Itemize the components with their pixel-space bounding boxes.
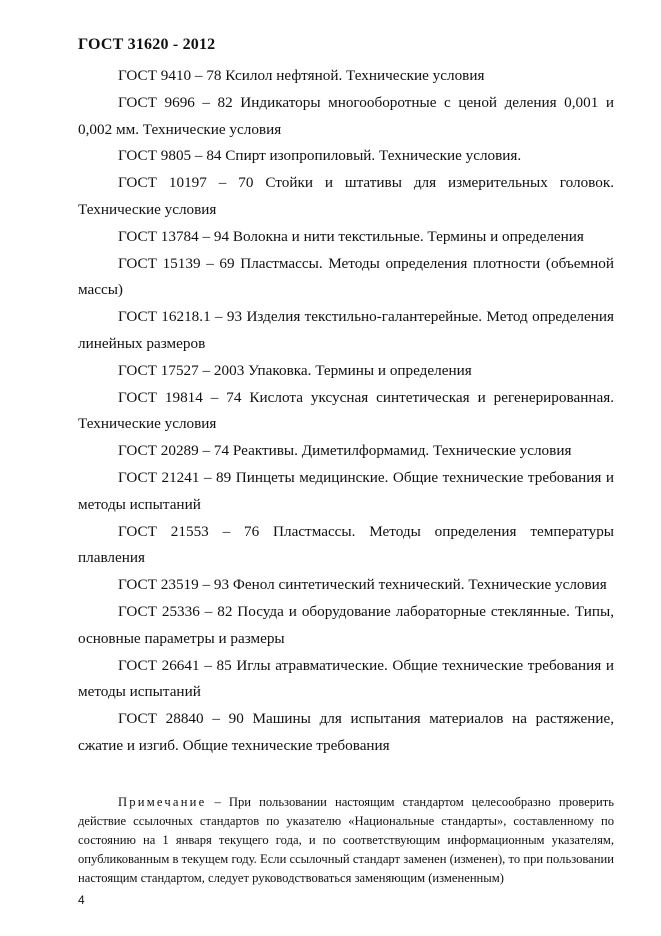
reference-item: ГОСТ 10197 – 70 Стойки и штативы для измерительных головок. Технические условия (78, 174, 614, 218)
reference-item: ГОСТ 21241 – 89 Пинцеты медицинские. Общие технические требования и методы испытаний (78, 468, 614, 513)
reference-item: ГОСТ 20289 – 74 Реактивы. Диметилформамид. Технические условия (118, 442, 572, 460)
document-header-title: ГОСТ 31620 - 2012 (78, 36, 216, 53)
reference-list (78, 63, 614, 760)
page-number: 4 (78, 893, 85, 907)
note-label: Примечание (118, 795, 207, 809)
reference-item: ГОСТ 23519 – 93 Фенол синтетический технический. Технические условия (118, 576, 607, 594)
reference-item: ГОСТ 15139 – 69 Пластмассы. Методы определения плотности (объемной массы) (78, 254, 614, 299)
reference-item: ГОСТ 16218.1 – 93 Изделия текстильно-галантерейные. Метод определения линейных размеров (78, 308, 614, 352)
reference-item: ГОСТ 21553 – 76 Пластмассы. Методы определения температуры плавления (78, 522, 614, 567)
reference-item: ГОСТ 26641 – 85 Иглы атравматические. Общие технические требования и методы испытаний (78, 656, 614, 701)
reference-item: ГОСТ 19814 – 74 Кислота уксусная синтетическая и регенерированная. Технические условия (78, 388, 614, 433)
reference-item: ГОСТ 28840 – 90 Машины для испытания материалов на растяжение, сжатие и изгиб. Общие технические требования (78, 710, 614, 754)
reference-item: ГОСТ 9805 – 84 Спирт изопропиловый. Технические условия. (118, 147, 522, 165)
reference-item: ГОСТ 13784 – 94 Волокна и нити текстильные. Термины и определения (118, 227, 584, 245)
reference-item: ГОСТ 17527 – 2003 Упаковка. Термины и определения (118, 361, 472, 379)
note-paragraph (78, 793, 614, 888)
reference-item: ГОСТ 9696 – 82 Индикаторы многооборотные с ценой деления 0,001 и 0,002 мм. Технические условия (78, 93, 614, 138)
note-text: – При пользовании настоящим стандартом целесообразно проверить действие ссылочных стандартов по указателю «Национальные стандарты», составленному по состоянию на 1 января текущего года, и по соответствующим информационным указателям, опубликованным в текущем году. Если ссылочный стандарт заменен (изменен), то при пользовании настоящим стандартом, следует руководствоваться заменяющим (измененным) (78, 795, 614, 885)
reference-item: ГОСТ 25336 – 82 Посуда и оборудование лабораторные стеклянные. Типы, основные параметры и размеры (78, 602, 614, 647)
reference-item: ГОСТ 9410 – 78 Ксилол нефтяной. Технические условия (118, 67, 485, 84)
